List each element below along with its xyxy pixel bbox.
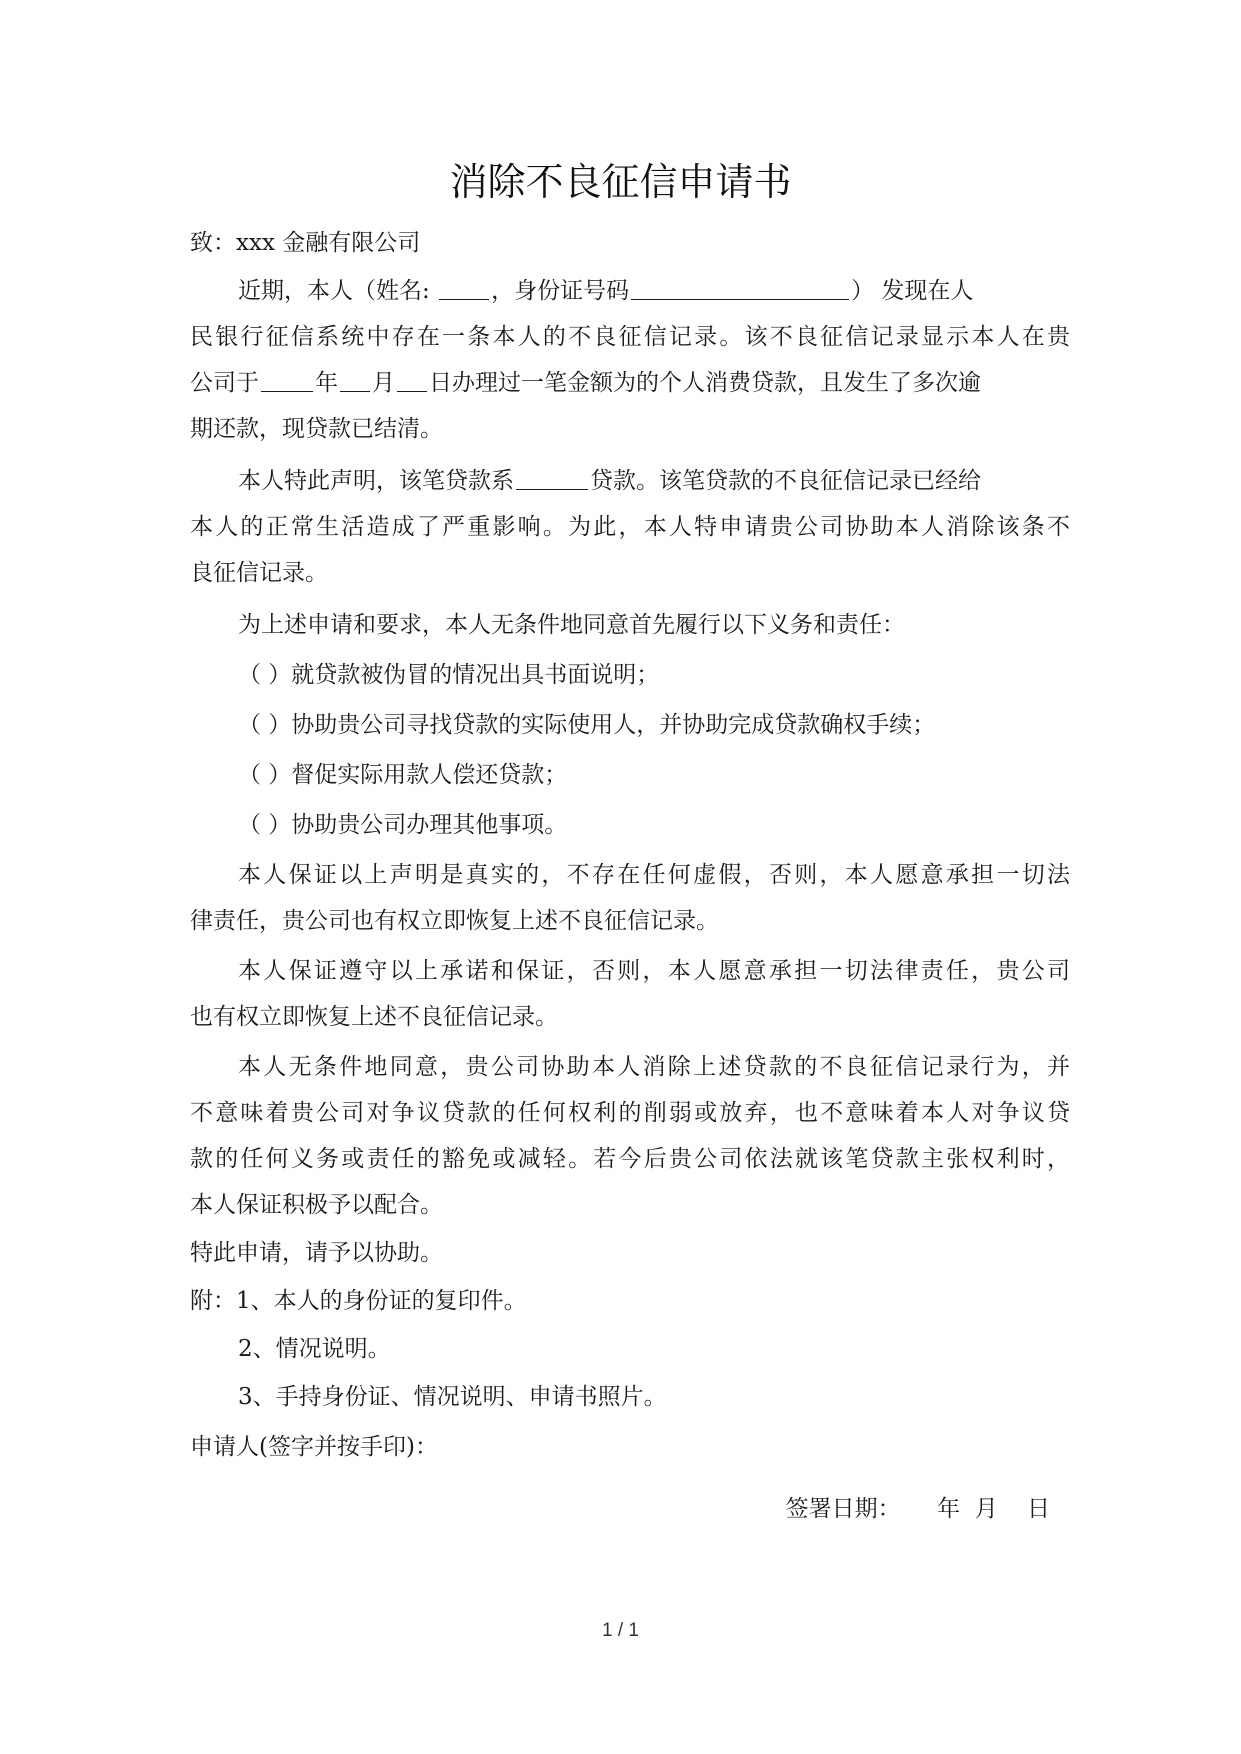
loan-type-blank [516,463,588,490]
p1-line-3 [190,360,1070,406]
year-blank [261,365,313,392]
day-blank [397,365,427,392]
p5-line-1: 本人保证遵守以上承诺和保证，否则，本人愿意承担一切法律责任，贵公司 [238,958,1070,984]
p6-line-4: 本人保证积极予以配合。 [190,1192,443,1218]
month-blank [340,365,370,392]
p1-line-4: 期还款，现贷款已结清。 [190,416,443,442]
p6-line-2: 不意味着贵公司对争议贷款的任何权利的削弱或放弃，也不意味着本人对争议贷 [190,1100,1070,1126]
option-item: （ ）督促实际用款人偿还贷款； [238,762,568,788]
closing-line: 特此申请，请予以协助。 [190,1240,443,1266]
p1-text: ，身份证号码 [491,278,630,304]
p1-text: ） 发现在人 [851,278,974,304]
p6-line-3: 款的任何义务或责任的豁免或减轻。若今后贵公司依法就该笔贷款主张权利时， [190,1146,1070,1172]
p1-line-2: 民银行征信系统中存在一条本人的不良征信记录。该不良征信记录显示本人在贵 [190,324,1070,350]
p4-line-2: 律责任，贵公司也有权立即恢复上述不良征信记录。 [190,908,719,934]
p1-text: 月 [372,370,395,396]
applicant-signature-label: 申请人(签字并按手印)： [190,1434,438,1460]
p2-text: 本人特此声明，该笔贷款系 [238,468,514,494]
p2-text: 贷款。该笔贷款的不良征信记录已经给 [590,468,981,494]
p1-text: 近期，本人（姓名: [238,278,438,304]
p5-line-2: 也有权立即恢复上述不良征信记录。 [190,1004,558,1030]
p1-text: 年 [315,370,338,396]
p1-line-1 [238,268,1070,314]
p6-line-1: 本人无条件地同意，贵公司协助本人消除上述贷款的不良征信记录行为，并 [238,1054,1070,1080]
sign-date-label: 签署日期： 年 月 日 [785,1496,1050,1522]
p2-line-1 [238,458,1070,504]
page-number: 1 / 1 [602,1620,639,1641]
id-number-blank [631,273,849,300]
p1-text: 公司于 [190,370,259,396]
option-item: （ ）就贷款被伪冒的情况出具书面说明； [238,662,660,688]
document-title: 消除不良征信申请书 [449,160,792,204]
name-blank [439,273,489,300]
p4-line-1: 本人保证以上声明是真实的，不存在任何虚假，否则，本人愿意承担一切法 [238,862,1070,888]
attachment-item: 2、情况说明。 [238,1336,391,1362]
p3-line: 为上述申请和要求，本人无条件地同意首先履行以下义务和责任： [238,612,905,638]
attachment-item: 附：1、本人的身份证的复印件。 [190,1288,527,1314]
option-item: （ ）协助贵公司办理其他事项。 [238,812,568,838]
attachment-item: 3、手持身份证、情况说明、申请书照片。 [238,1384,667,1410]
p2-line-3: 良征信记录。 [190,560,328,586]
p2-line-2: 本人的正常生活造成了严重影响。为此，本人特申请贵公司协助本人消除该条不 [190,514,1070,540]
p1-text: 日办理过一笔金额为的个人消费贷款，且发生了多次逾 [429,370,981,396]
addressee-line: 致：xxx 金融有限公司 [190,230,421,256]
option-item: （ ）协助贵公司寻找贷款的实际使用人，并协助完成贷款确权手续； [238,712,936,738]
